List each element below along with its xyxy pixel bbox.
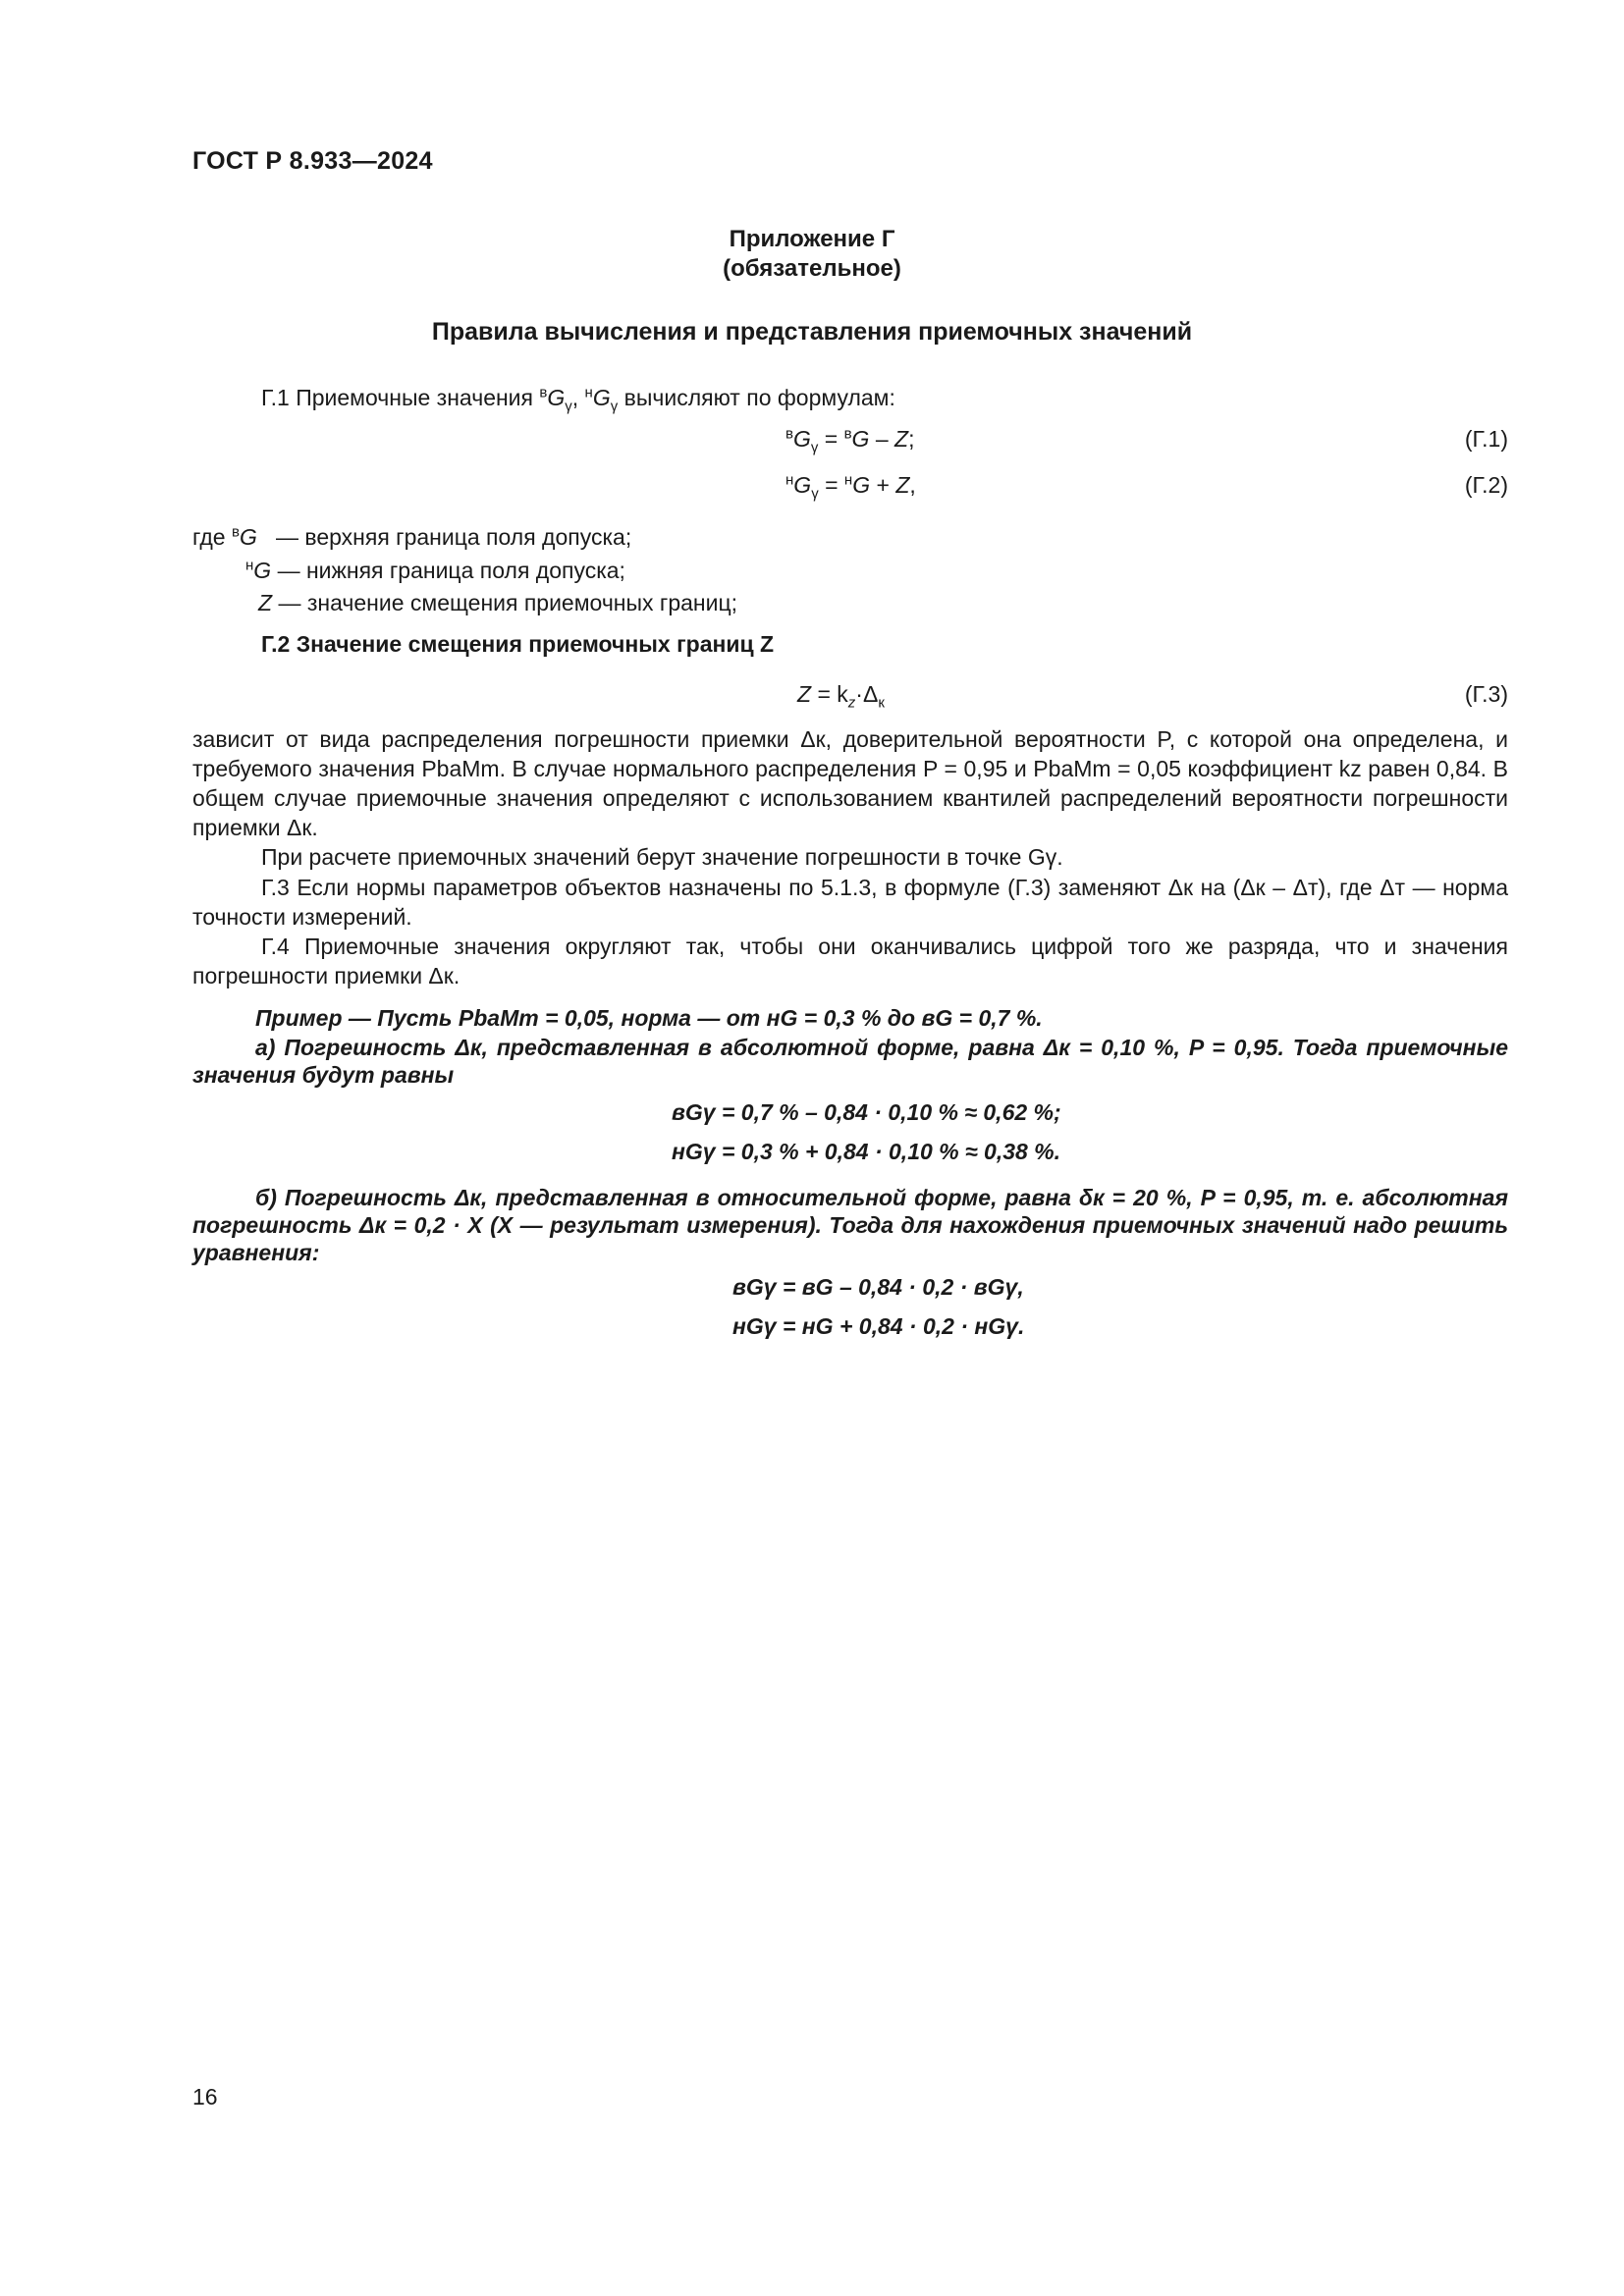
formula-g1: $^вG_\gamma = ^вG - Z$; (785, 425, 915, 456)
where-def-1: где $^в$G — верхняя граница поля допуска; (192, 523, 632, 550)
example-b: б) Погрешность Δк, представленная в относительной форме, равна δк = 20 %, P = 0,95, т. е. абсолютная погрешность Δк = 0,2 · X (X — результат измерения). Тогда для нахождения приемочных значений надо решить уравнения: (192, 1185, 1508, 1265)
example-a: а) Погрешность Δк, представленная в абсолютной форме, равна Δк = 0,10 %, P = 0,95. Тогда приемочные значения будут равны (192, 1035, 1508, 1088)
formula-g3: $Z = k_z\cdot\Delta_к$ (797, 681, 885, 712)
g2-note: При расчете приемочных значений берут значение погрешности в точке Gγ. (261, 844, 1063, 870)
page-number: 16 (192, 2084, 218, 2109)
formula-g2: $^нG_\gamma = ^нG + Z$, (785, 471, 916, 503)
formula-g3-number: (Г.3) (1464, 681, 1508, 707)
g3-paragraph: Г.3 Если нормы параметров объектов назначены по 5.1.3, в формуле (Г.3) заменяют Δк на (Δк – Δт), где Δт — норма точности измерений. (192, 875, 1508, 930)
appendix-status: (обязательное) (723, 255, 901, 282)
appendix-title: Правила вычисления и представления приемочных значений (431, 318, 1193, 346)
example-lead: Пример — Пусть PbaMm = 0,05, норма — от нG = 0,3 % до вG = 0,7 %. (255, 1005, 1043, 1031)
example-a-eq-1: вGγ = 0,7 % – 0,84 · 0,10 % ≈ 0,62 %; (672, 1099, 1061, 1125)
formula-g1-number: (Г.1) (1464, 426, 1508, 452)
g1-intro-post: вычисляют по формулам: (618, 385, 895, 410)
where-def-3: Z — значение смещения приемочных границ; (258, 590, 738, 615)
g1-intro: Г.1 Приемочные значения $^вG_\gamma$, $^нG_\gamma$ вычисляют по формулам: (261, 384, 895, 415)
formula-g2-number: (Г.2) (1464, 472, 1508, 498)
document-code-header: ГОСТ Р 8.933—2024 (192, 147, 433, 175)
g2-paragraph: зависит от вида распределения погрешности приемки Δк, доверительной вероятности P, с которой она определена, и требуемого значения PbaMm. В случае нормального распределения P = 0,95 и PbaMm = 0,05 коэффициент kz равен 0,84. В общем случае приемочные значения определяют с использованием квантилей распределений вероятности погрешности приемки Δк. (192, 726, 1508, 840)
appendix-label: Приложение Г (729, 226, 895, 252)
example-b-eq-1: вGγ = вG – 0,84 · 0,2 · вGγ, (732, 1274, 1024, 1300)
example-a-eq-2: нGγ = 0,3 % + 0,84 · 0,10 % ≈ 0,38 %. (672, 1139, 1061, 1164)
where-def-2: $^н$G — нижняя граница поля допуска; (245, 557, 625, 583)
g1-intro-pre: Г.1 Приемочные значения (261, 385, 540, 410)
example-b-eq-2: нGγ = нG + 0,84 · 0,2 · нGγ. (732, 1313, 1025, 1339)
g4-paragraph: Г.4 Приемочные значения округляют так, чтобы они оканчивались цифрой того же разряда, что и значения погрешности приемки Δк. (192, 934, 1508, 988)
g2-heading: Г.2 Значение смещения приемочных границ Z (261, 631, 775, 657)
